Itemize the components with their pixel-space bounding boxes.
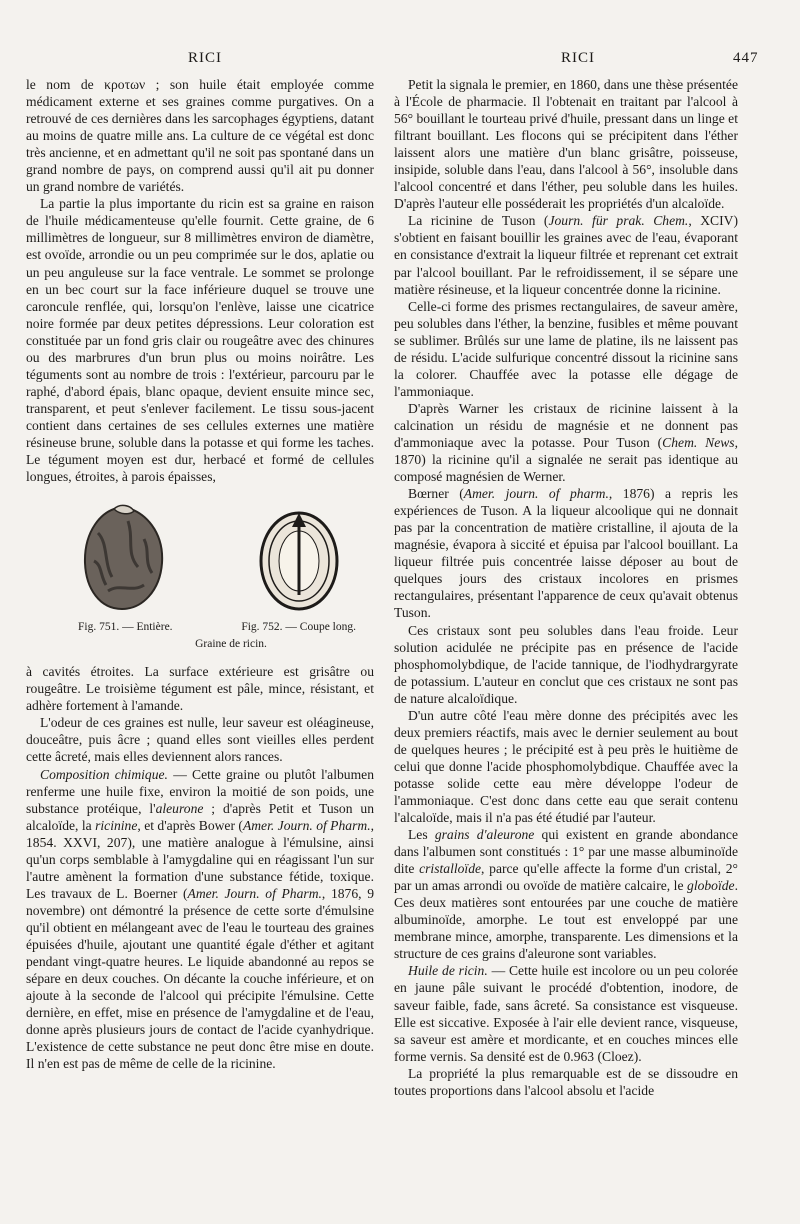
- paragraph: La propriété la plus remarquable est de se dissoudre en toutes proportions dans l'alcool absolu et l'acide: [394, 1065, 738, 1098]
- right-column: [394, 76, 738, 1099]
- paragraph: La ricinine de Tuson (Journ. für prak. Chem., XCIV) s'obtient en faisant bouillir les graines avec de l'eau, évaporant en consistance d'extrait la liqueur filtrée et reprenant cet extrait par l'alcool bouillant. Par le refroidissement, il se sépare une matière résineuse, et la liqueur concentrée donne la ricinine.: [394, 213, 738, 297]
- section-title: Composition chimique.: [40, 766, 168, 782]
- paragraph: le nom de κροτων ; son huile était employée comme médicament externe et ses graines comme purgatives. On a retrouvé de ces dernières dans les sarcophages égyptiens, datant au moins de quatre mille ans. La culture de ce végétal est donc très ancienne, et en admettant qu'il ne soit pas spontané dans un grand nombre de pays, on comprend aussi qu'il ait pu donner un grand nombre de variétés.: [26, 77, 374, 195]
- paragraph: à cavités étroites. La surface extérieure est grisâtre ou rougeâtre. Le troisième tégument est pâle, mince, résistant, et adhère fortement à l'amande.: [26, 664, 374, 714]
- running-head-right: RICI: [561, 50, 595, 66]
- figure-caption: Fig. 752. — Coupe long.: [241, 621, 356, 634]
- section-title: Huile de ricin.: [408, 963, 488, 979]
- paragraph: Ces cristaux sont peu solubles dans l'eau froide. Leur solution acidulée ne précipite pas en présence de l'acide phosphomolybdique, de l'acide tannique, de l'iodhydrargyrate de potassium. L'auteur en conclut que ces cristaux ne sont pas de nature alcaloïdique.: [394, 622, 738, 706]
- seed-section-illustration: [254, 503, 344, 613]
- paragraph: Bœrner (Amer. journ. of pharm., 1876) a repris les expériences de Tuson. A la liqueur alcoolique qui ne donnait pas par la concentration de matière cristalline, il ajouta de la magnésie, évapora à siccité et épuisa par l'alcool bouillant. La liqueur filtrée puis concentrée laisse déposer au bout de quelques jours des cristaux incolores en prismes rectangulaires, présentant l'apparence de ceux qu'avait obtenus Tuson.: [394, 486, 739, 621]
- paragraph: L'odeur de ces graines est nulle, leur saveur est oléagineuse, douceâtre, puis âcre ; quand elles sont vieilles elles perdent cette âcreté, mais elles deviennent alors rances.: [26, 715, 374, 765]
- paragraph: Composition chimique. — Cette graine ou plutôt l'albumen renferme une huile fixe, environ la moitié de son poids, une substance protéique, l'aleurone ; d'après Petit et Tuson un alcaloïde, la ricinine, et d'après Bower (Amer. Journ. of Pharm., 1854. XXVI, 207), une matière analogue à l'émulsine, ainsi qu'un corps semblable à l'amygdaline qui en réagissant l'un sur l'autre amènent la formation d'une substance fétide, toxique. Les travaux de L. Boerner (Amer. Journ. of Pharm., 1876, 9 novembre) ont démontré la présence de cette sorte d'émulsine qu'il obtient en mélangeant avec de l'eau le tourteau des graines épuisées d'huile, ajoutant une quantité égale d'éther et agitant pendant vingt-quatre heures. Le liquide abandonné au repos se sépare en deux couches. On décante la couche inférieure, et on ajoute à la seconde de l'alcool qui précipite l'émulsine. Cette dernière, en effet, mise en présence de l'amygdaline et de l'eau, donne après plusieurs jours de contact de l'acide cyanhydrique. L'existence de cette substance ne peut donc être mise en doute. Il n'en est pas de même de celle de la ricinine.: [26, 766, 374, 1072]
- seed-whole-illustration: [78, 503, 168, 613]
- running-head-left: RICI: [188, 50, 222, 66]
- paragraph: Celle-ci forme des prismes rectangulaires, de saveur amère, peu solubles dans l'éther, la benzine, fusibles et même pouvant se sublimer. Brûlés sur une lame de platine, ils ne laissent pas de résidu. L'acide sulfurique concentré dissout la ricinine sans la colorer. Chauffée avec la potasse elle dégage de l'ammoniaque.: [394, 298, 738, 399]
- paragraph: Huile de ricin. — Cette huile est incolore ou un peu colorée en jaune pâle suivant le procédé d'obtention, inodore, de saveur faible, fade, sans âcreté. Sa consistance est visqueuse. Elle est siccative. Exposée à l'air elle devient rance, visqueuse, sa saveur est amère et mordicante, et en couches minces elle forme vernis. Sa densité est de 0.963 (Cloez).: [394, 963, 739, 1064]
- paragraph: D'après Warner les cristaux de ricinine laissent à la calcination un résidu de magnésie et ne donnent pas d'ammoniaque avec la potasse. Pour Tuson (Chem. News, 1870) la ricinine qu'il a signalée ne serait pas identique au composé magnésien de Werner.: [394, 400, 738, 485]
- paragraph: La partie la plus importante du ricin est sa graine en raison de l'huile médicamenteuse qu'elle fournit. Cette graine, de 6 millimètres de longueur, sur 8 millimètres environ de diamètre, est ovoïde, arrondie ou un peu comprimée sur le dos, aplatie ou un peu anguleuse sur la face ventrale. Le sommet se prolonge en un bec court sur la face inférieure duquel se trouve une caroncule renflée, qui, lorsqu'on l'enlève, laisse une cicatrice noire formée par deux petites dépressions. Leur coloration est constituée par un fond gris clair ou rougeâtre avec des chinures ou des marbrures d'un brun plus ou moins noirâtre. Les téguments sont au nombre de trois : l'extérieur, parcouru par le raphé, d'abord épais, blanc opaque, devient ensuite mince sec, transparent, et peut s'enlever facilement. Le tissu sous-jacent contient dans certaines de ses cellules externes une matière résineuse brune, soluble dans la potasse et qui forme les taches. Le tégument moyen est dur, herbacé et formé de cellules longues, étroites, à parois épaisses,: [26, 196, 374, 485]
- figure-caption: Fig. 751. — Entière.: [78, 621, 173, 634]
- figures: [78, 495, 344, 613]
- paragraph: D'un autre côté l'eau mère donne des précipités avec les deux premiers réactifs, mais avec le dernier seulement au bout de quelques heures ; le précipité est à peu près le huitième de celui que donne l'acide phosphomolybdique. Chauffée avec la potasse solide cette eau mère développe l'odeur de l'ammoniaque. C'est donc dans cette eau que serait contenu l'alcaloïde, mais il n'a pas été étudié par l'auteur.: [394, 707, 738, 826]
- paragraph: Les grains d'aleurone qui existent en grande abondance dans l'albumen sont constitués : 1° par une masse albuminoïde dite cristalloïde, parce qu'elle affecte la forme d'un cristal, 2° par un amas arrondi ou ovoïde de matière calcaire, le globoïde. Ces deux matières sont entourées par une couche de matière albuminoïde, amorphe. Le tout est enveloppé par une membrane mince, amorphe, transparente. Les dimensions et la structure de ces grains d'aleurone sont variables.: [394, 827, 738, 962]
- left-column: [26, 76, 374, 1072]
- figure-caption: Graine de ricin.: [195, 638, 267, 651]
- page-number: 447: [733, 50, 759, 66]
- paragraph: Petit la signala le premier, en 1860, dans une thèse présentée à l'École de pharmacie. Il l'obtenait en traitant par l'alcool à 56° bouillant le tourteau privé d'huile, pressant dans un linge et filtrant bouillant. Les flocons qui se précipitent dans l'éther laissent alors une matière d'un blanc grisâtre, poisseuse, insipide, soluble dans l'eau, dans l'alcool à 56°, insoluble dans l'alcool concentré et dans l'éther, peu soluble dans les huiles. D'après l'auteur elle posséderait les propriétés d'un alcaloïde.: [394, 77, 738, 212]
- figure-captions: [78, 619, 356, 636]
